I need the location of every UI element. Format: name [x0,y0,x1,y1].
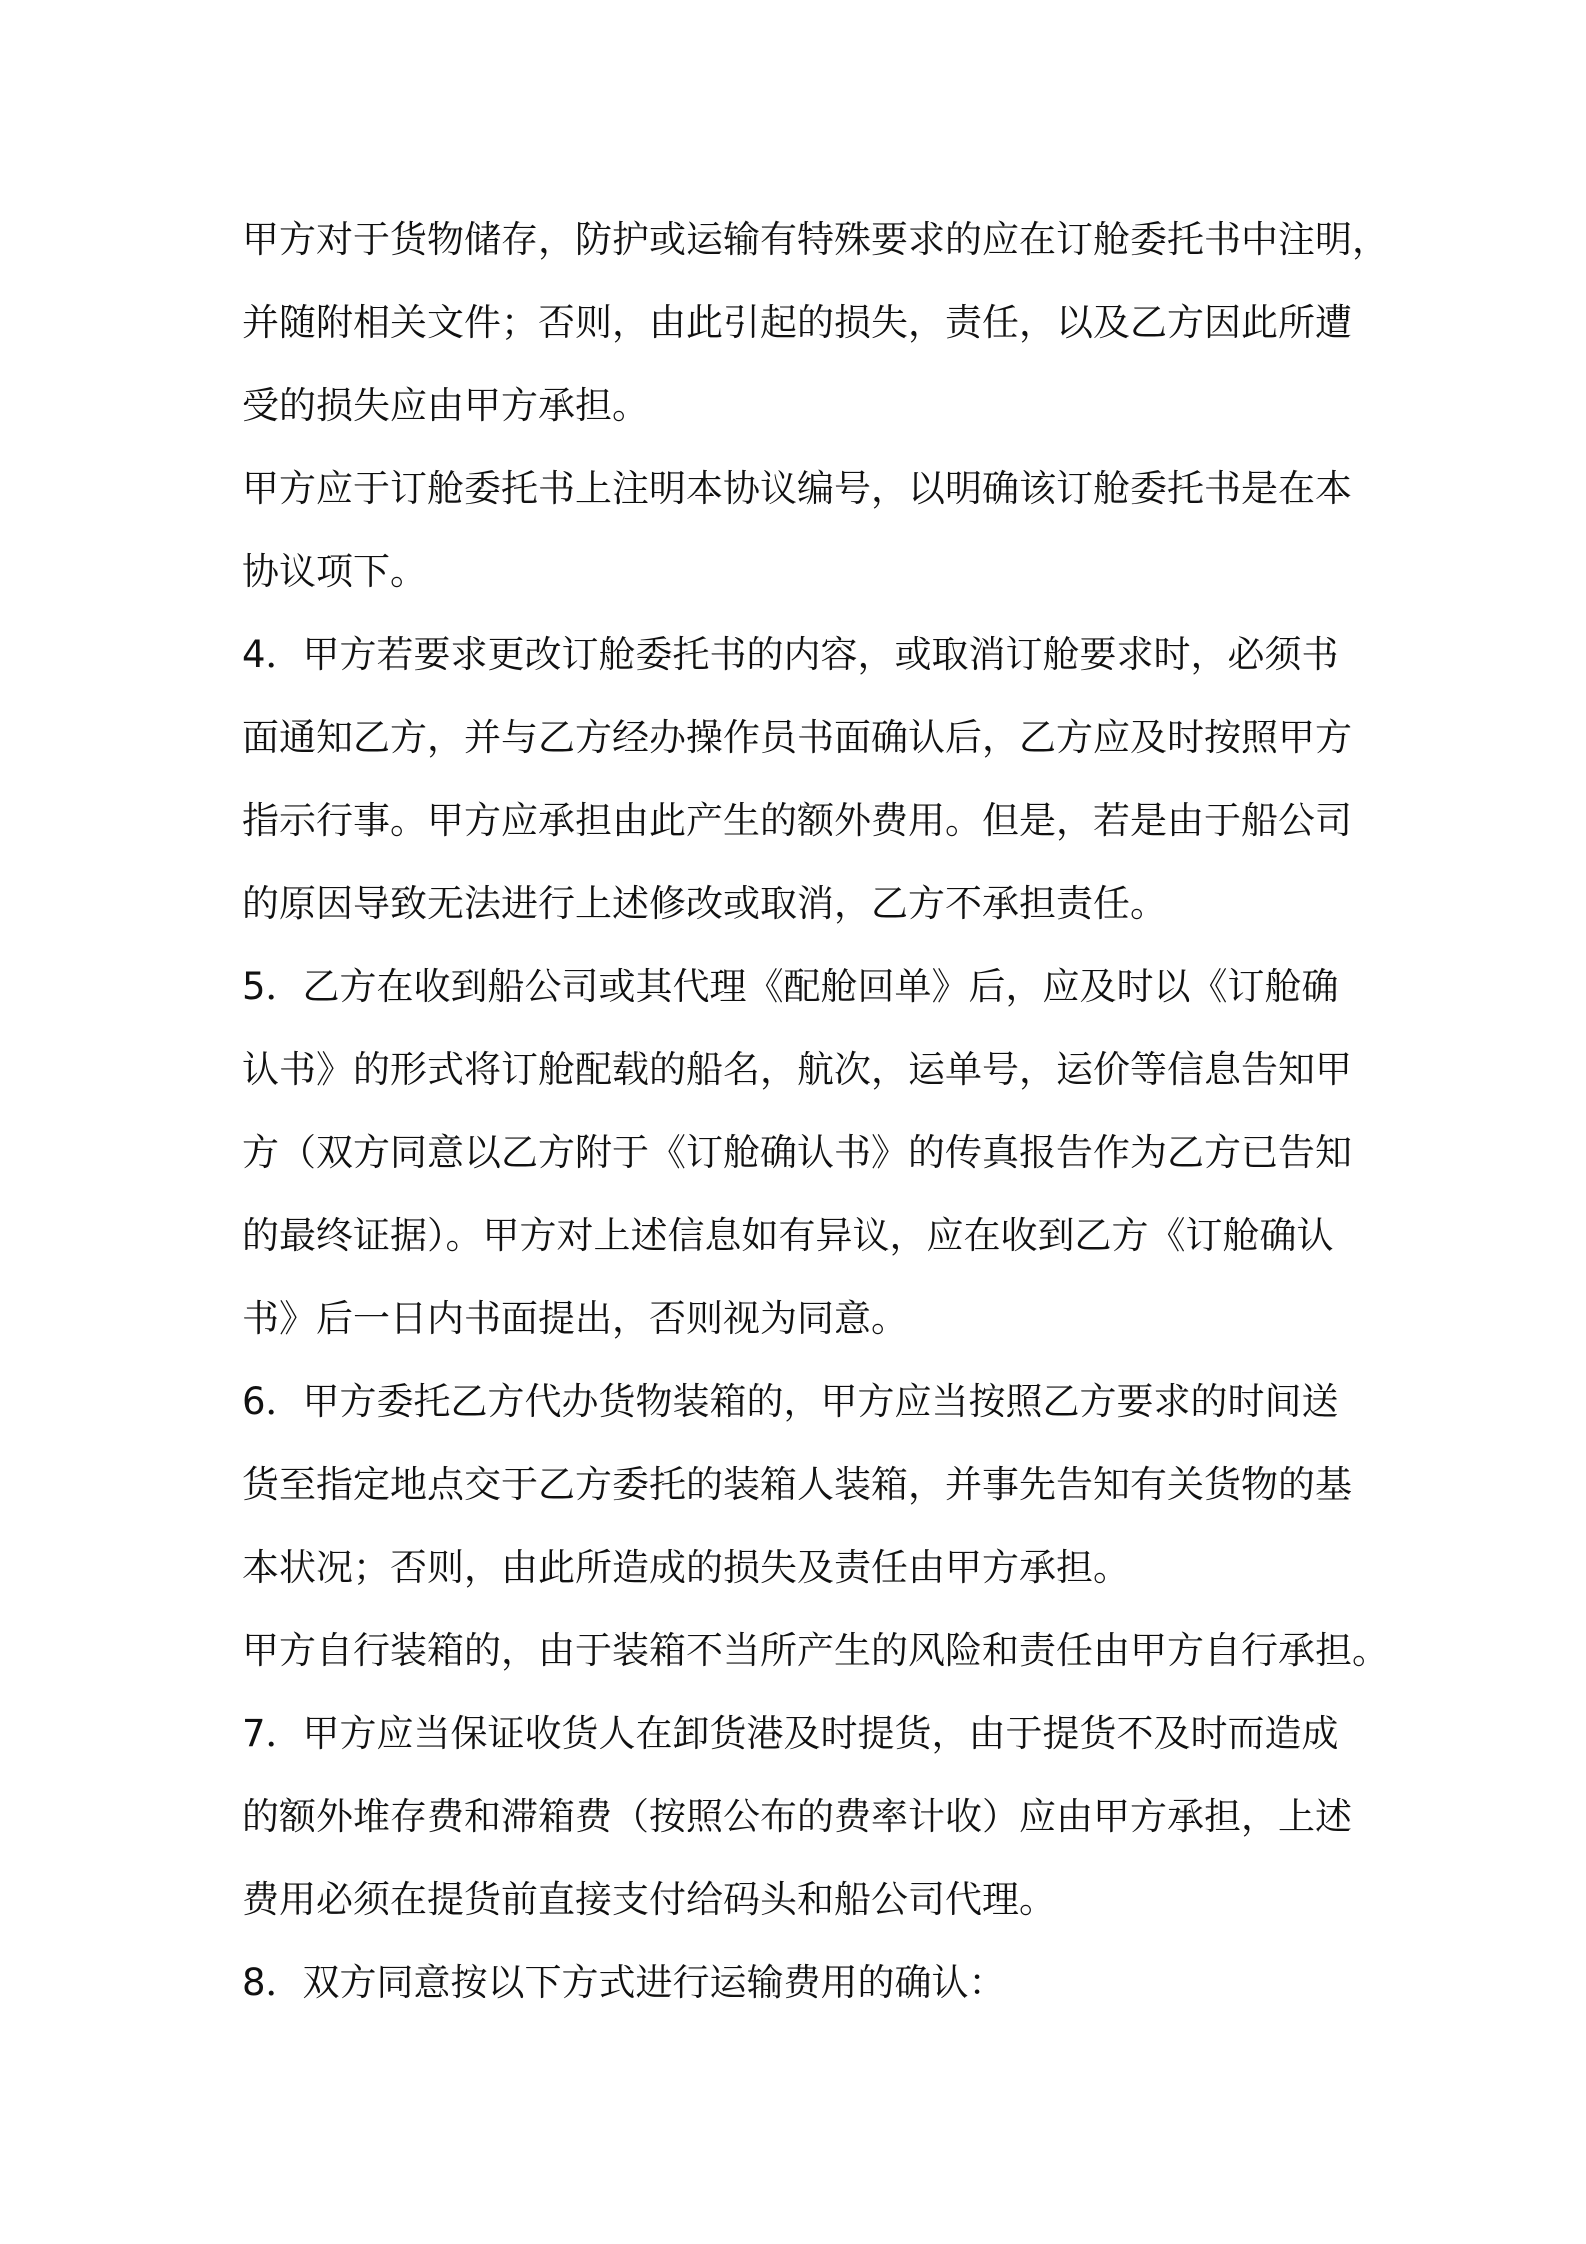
text-line: 并随附相关文件；否则，由此引起的损失，责任，以及乙方因此所遭 [242,301,1352,344]
clause-6-line: 6．甲方委托乙方代办货物装箱的，甲方应当按照乙方要求的时间送 [242,1380,1339,1423]
text-line: 书》后一日内书面提出，否则视为同意。 [242,1297,908,1340]
text-line: 的额外堆存费和滞箱费（按照公布的费率计收）应由甲方承担，上述 [242,1795,1352,1838]
clause-4-line: 4．甲方若要求更改订舱委托书的内容，或取消订舱要求时，必须书 [242,633,1339,676]
text-line: 协议项下。 [242,550,427,593]
text-line: 甲方自行装箱的，由于装箱不当所产生的风险和责任由甲方自行承担。 [242,1629,1389,1672]
clause-5-line: 5．乙方在收到船公司或其代理《配舱回单》后，应及时以《订舱确 [242,965,1339,1008]
text-line: 面通知乙方，并与乙方经办操作员书面确认后，乙方应及时按照甲方 [242,716,1352,759]
text-line: 的最终证据）。甲方对上述信息如有异议，应在收到乙方《订舱确认 [242,1214,1334,1257]
text-line: 甲方应于订舱委托书上注明本协议编号，以明确该订舱委托书是在本 [242,467,1352,510]
text-line: 认书》的形式将订舱配载的船名，航次，运单号，运价等信息告知甲 [242,1048,1352,1091]
text-line: 方（双方同意以乙方附于《订舱确认书》的传真报告作为乙方已告知 [242,1131,1352,1174]
document-body [242,198,1389,2024]
clause-8-line: 8．双方同意按以下方式进行运输费用的确认： [242,1961,1006,2004]
text-line: 指示行事。甲方应承担由此产生的额外费用。但是，若是由于船公司 [242,799,1352,842]
text-line: 的原因导致无法进行上述修改或取消，乙方不承担责任。 [242,882,1167,925]
text-line: 甲方对于货物储存，防护或运输有特殊要求的应在订舱委托书中注明， [242,218,1389,261]
text-line: 本状况；否则，由此所造成的损失及责任由甲方承担。 [242,1546,1130,1589]
text-line: 受的损失应由甲方承担。 [242,384,649,427]
text-line: 货至指定地点交于乙方委托的装箱人装箱，并事先告知有关货物的基 [242,1463,1352,1506]
clause-7-line: 7．甲方应当保证收货人在卸货港及时提货，由于提货不及时而造成 [242,1712,1339,1755]
text-line: 费用必须在提货前直接支付给码头和船公司代理。 [242,1878,1056,1921]
